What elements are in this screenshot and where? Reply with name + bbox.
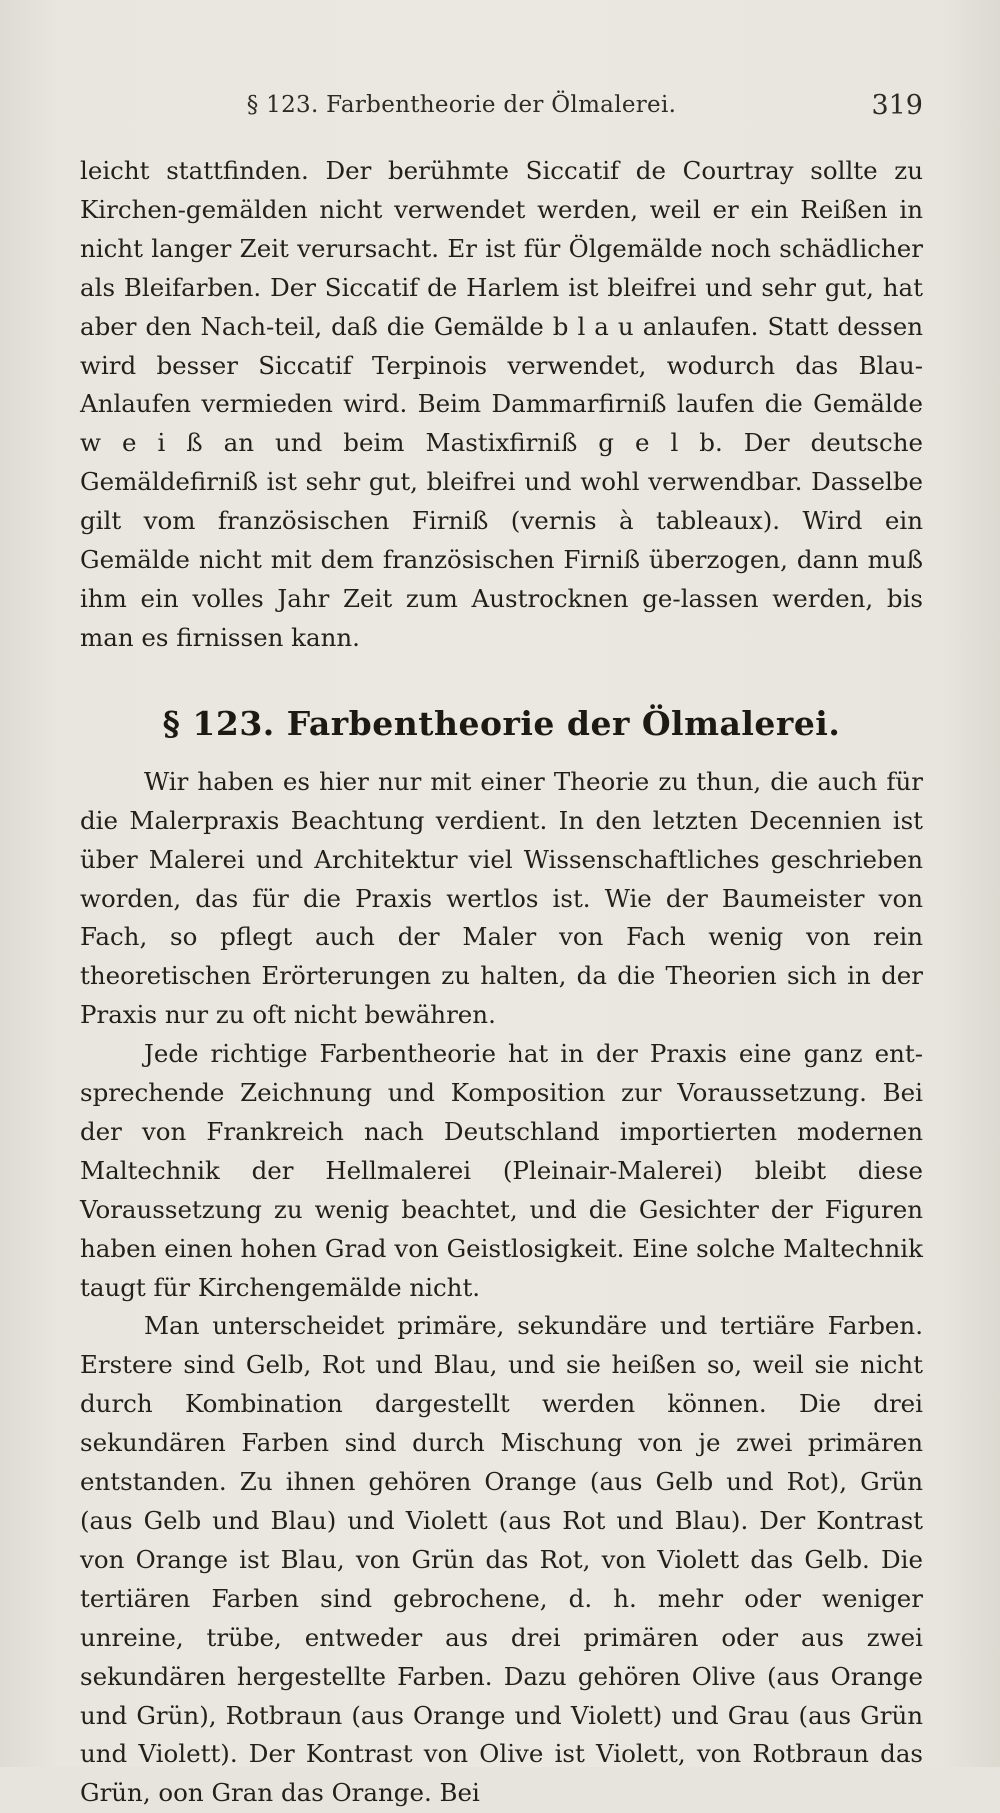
- page-header: [80, 92, 923, 132]
- section-heading: § 123. Farbentheorie der Ölmalerei.: [162, 703, 841, 743]
- paragraph-theory-intro: Wir haben es hier nur mit einer Theorie zu thun, die auch für die Malerpraxis Beachtung verdient. In den letzten Decennien ist über Malerei und Architektur viel Wissenschaftliches geschrieben worden, das für die Praxis wertlos ist. Wie der Baumeister von Fach, so pflegt auch der Maler von Fach wenig von rein theoretischen Erörterungen zu halten, da die Theorien sich in der Praxis nur zu oft nicht bewähren.: [80, 766, 923, 1030]
- paragraph-continued: leicht stattfinden. Der berühmte Siccatif de Courtray sollte zu Kirchen-gemälden nicht verwendet werden, weil er ein Reißen in nicht langer Zeit verursacht. Er ist für Ölgemälde noch schädlicher als Bleifarben. Der Siccatif de Harlem ist bleifrei und sehr gut, hat aber den Nach-teil, daß die Gemälde b l a u anlaufen. Statt dessen wird besser Siccatif Terpinois verwendet, wodurch das Blau-Anlaufen vermieden wird. Beim Dammarfirniß laufen die Gemälde w e i ß an und beim Mastixfirniß g e l b. Der deutsche Gemäldefirniß ist sehr gut, bleifrei und wohl verwendbar. Dasselbe gilt vom französischen Firniß (vernis à tableaux). Wird ein Gemälde nicht mit dem französischen Firniß überzogen, dann muß ihm ein volles Jahr Zeit zum Austrocknen ge-lassen werden, bis man es firnissen kann.: [80, 156, 923, 652]
- paragraph-composition: Jede richtige Farbentheorie hat in der Praxis eine ganz ent-sprechende Zeichnung und Komposition zur Voraussetzung. Bei der von Frankreich nach Deutschland importierten modernen Maltechnik der Hellmalerei (Pleinair-Malerei) bleibt diese Voraussetzung zu wenig beachtet, und die Gesichter der Figuren haben einen hohen Grad von Geistlosigkeit. Eine solche Maltechnik taugt für Kirchengemälde nicht.: [80, 1039, 923, 1302]
- paragraph-color-classes: Man unterscheidet primäre, sekundäre und tertiäre Farben. Erstere sind Gelb, Rot und Blau, und sie heißen so, weil sie nicht durch Kombination dargestellt werden können. Die drei sekundären Farben sind durch Mischung von je zwei primären entstanden. Zu ihnen gehören Orange (aus Gelb und Rot), Grün (aus Gelb und Blau) und Violett (aus Rot und Blau). Der Kontrast von Orange ist Blau, von Grün das Rot, von Violett das Gelb. Die tertiären Farben sind gebrochene, d. h. mehr oder weniger unreine, trübe, entweder aus drei primären oder aus zwei sekundären hergestellte Farben. Dazu gehören Olive (aus Orange und Grün), Rotbraun (aus Orange und Violett) und Grau (aus Grün und Violett). Der Kontrast von Olive ist Violett, von Rotbraun das Grün, oon Gran das Orange. Bei: [80, 1311, 923, 1808]
- page-number: 319: [871, 90, 923, 121]
- main-text: [80, 152, 923, 1813]
- running-head: § 123. Farbentheorie der Ölmalerei.: [246, 92, 677, 118]
